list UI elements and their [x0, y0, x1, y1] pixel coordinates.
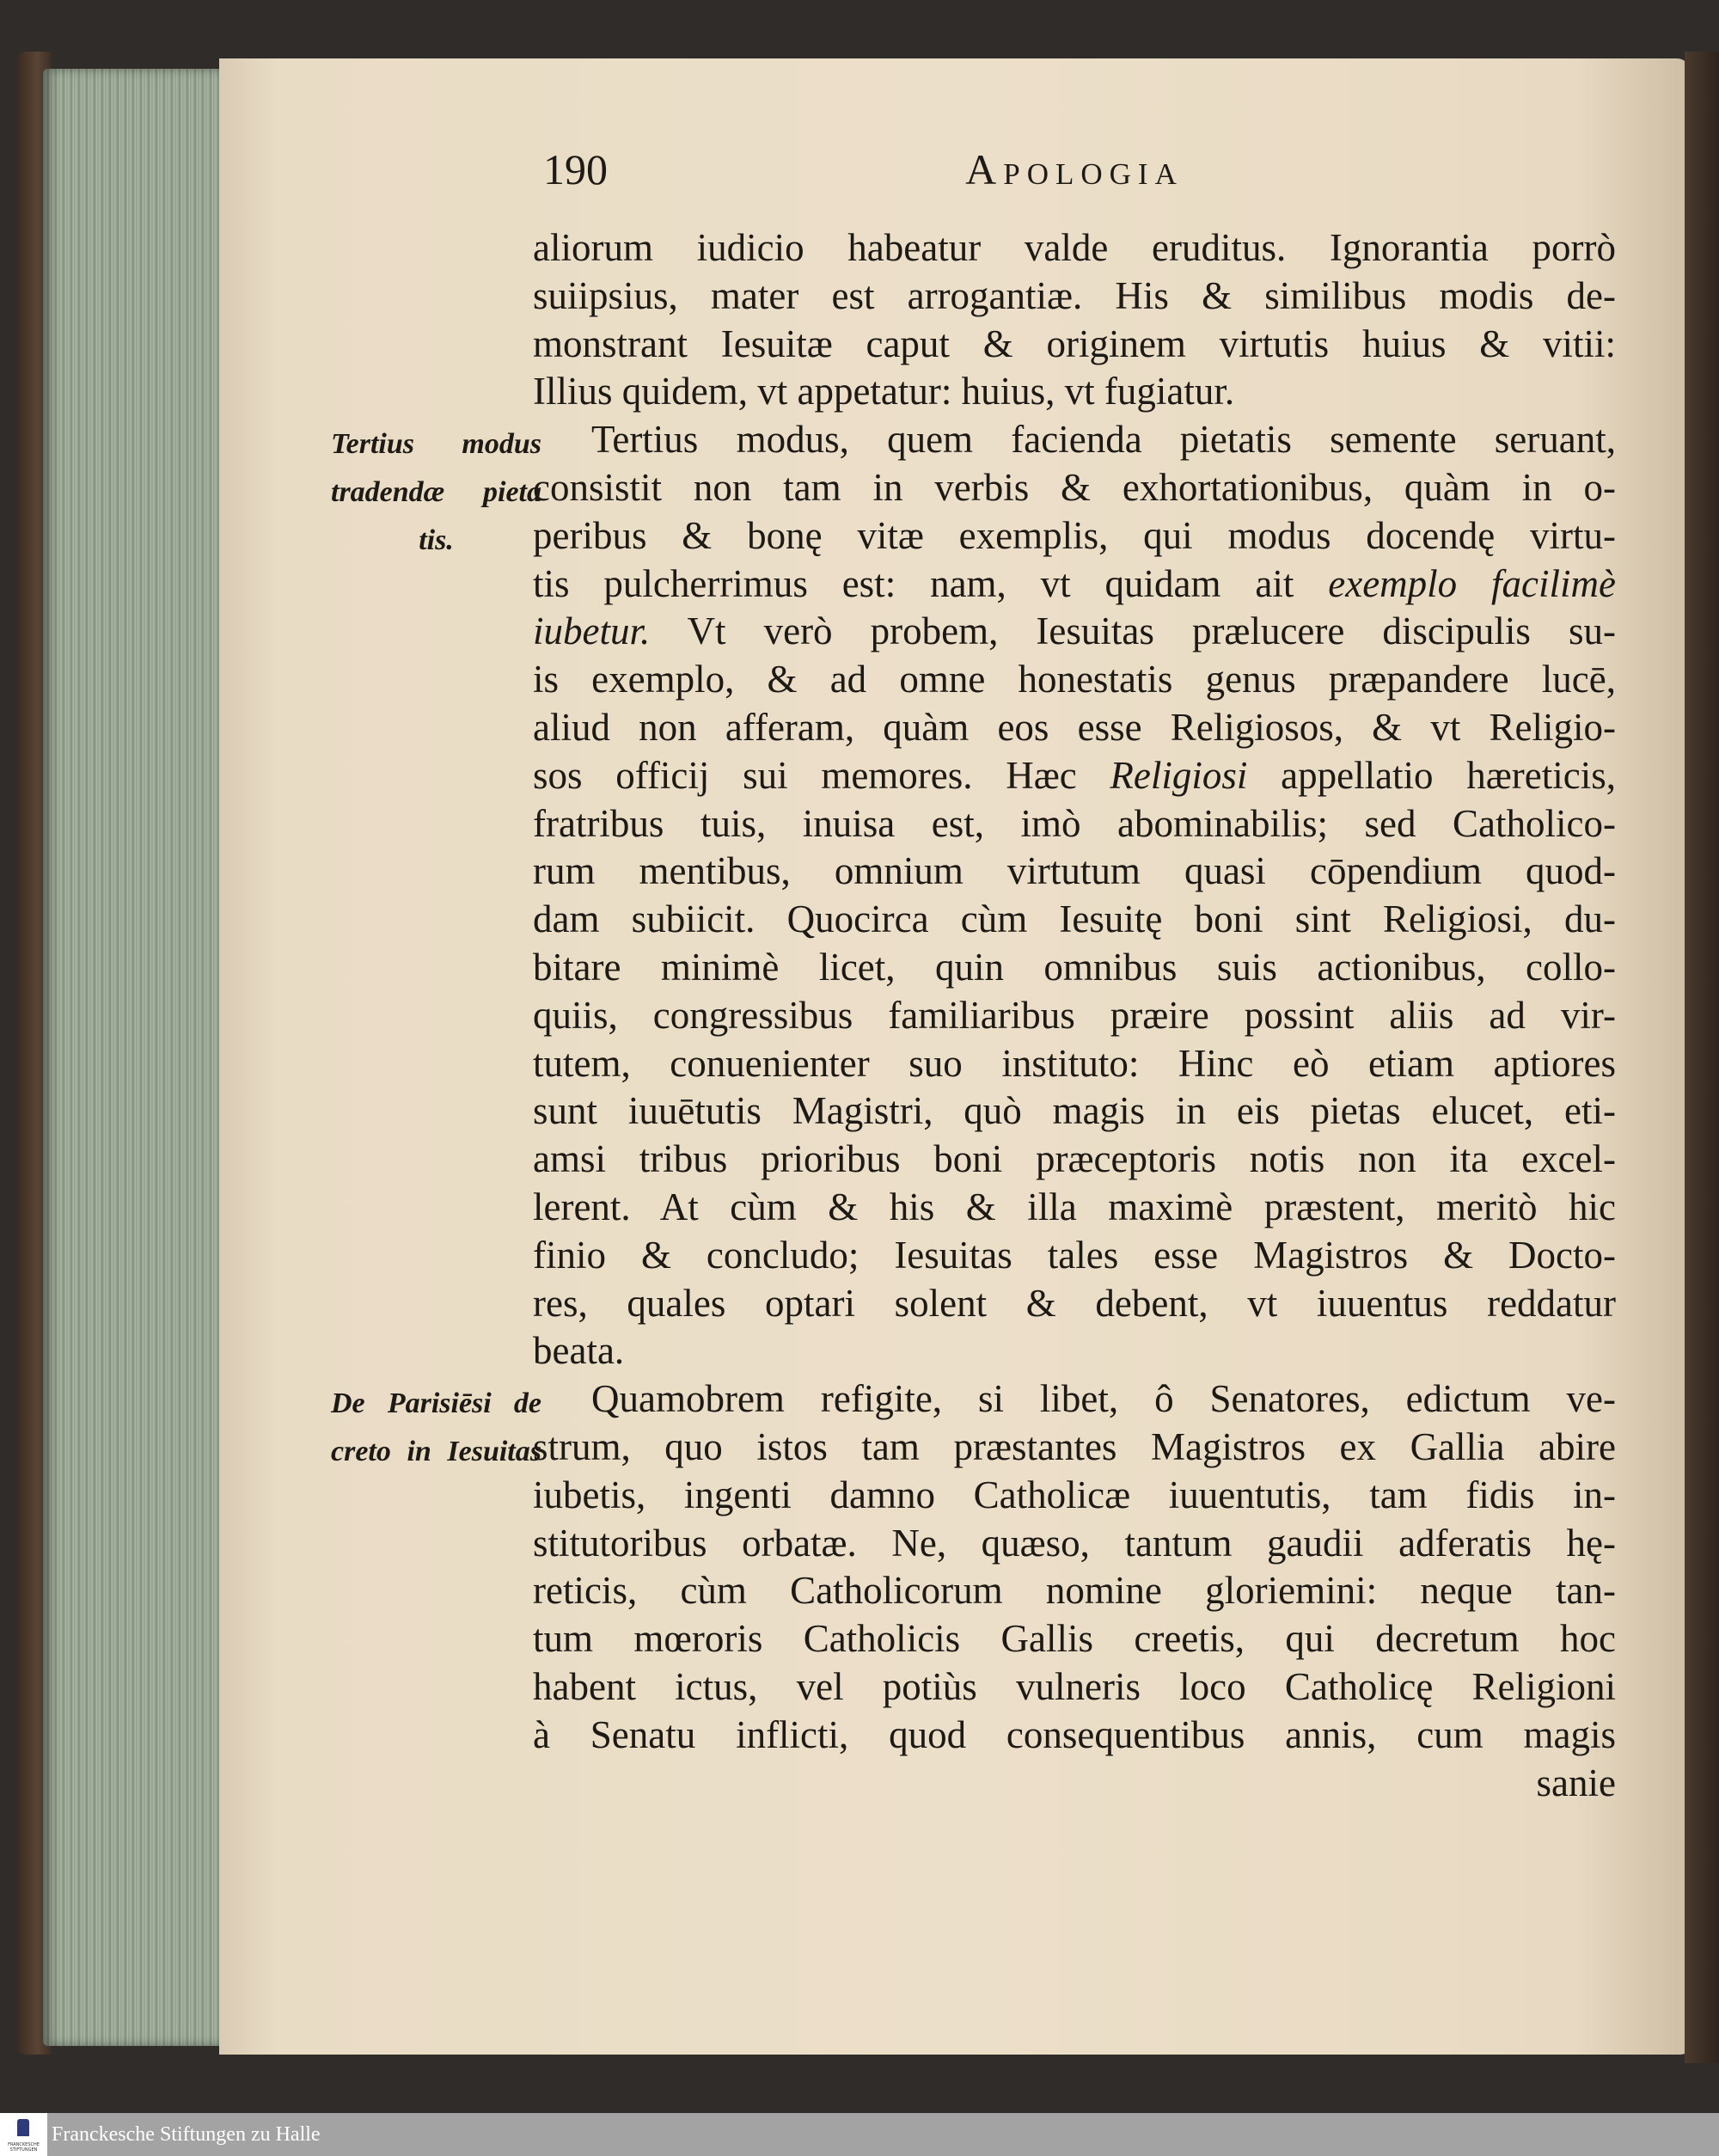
- italic-text: exemplo facilimè: [1328, 561, 1616, 605]
- text-segment: iubetis, ingenti damno Catholicæ iuuentutis, tam fidis in-: [533, 1473, 1616, 1516]
- text-line: [533, 993, 1616, 1038]
- text-segment: Tertius modus, quem facienda pietatis semente seruant,: [591, 418, 1616, 462]
- text-segment: res, quales optari solent & debent, vt iuuentus reddatur: [533, 1281, 1616, 1325]
- text-segment: beata.: [533, 1329, 625, 1373]
- text-segment: rum mentibus, omnium virtutum quasi cōpendium quod-: [533, 849, 1616, 893]
- text-segment: consistit non tam in verbis & exhortationibus, quàm in o-: [533, 466, 1616, 509]
- text-line: [533, 705, 1616, 750]
- text-line: [533, 322, 1616, 366]
- text-segment: aliorum iudicio habeatur valde eruditus. Ignorantia porrò: [533, 226, 1616, 269]
- text-line: [533, 1136, 1616, 1181]
- text-line: [533, 945, 1616, 989]
- text-segment: bitare minimè licet, quin omnibus suis actionibus, collo-: [533, 946, 1616, 989]
- text-line: [533, 465, 1616, 510]
- text-line: [591, 417, 1616, 462]
- margin-note-line: creto in Iesuitas: [331, 1436, 541, 1467]
- page-number: 190: [543, 145, 608, 193]
- text-segment: tum mœroris Catholicis Gallis creetis, qui decretum hoc: [533, 1617, 1616, 1661]
- margin-note-line: De Parisiēsi de: [331, 1387, 541, 1420]
- text-segment: lerent. At cùm & his & illa maximè præstent, meritò hic: [533, 1185, 1616, 1228]
- running-title: Apologia: [965, 145, 1184, 193]
- institution-logo: [0, 2113, 47, 2156]
- logo-figure-icon: [17, 2119, 29, 2136]
- text-segment: Vt verò probem, Iesuitas prælucere discipulis su-: [650, 609, 1616, 653]
- text-line: [533, 848, 1616, 893]
- text-line: [591, 1376, 1616, 1421]
- text-line: [533, 1712, 1616, 1757]
- text-segment: tutem, conuenienter suo instituto: Hinc eò etiam aptiores: [533, 1041, 1616, 1085]
- text-line: [533, 1281, 1616, 1326]
- text-segment: Quamobrem refigite, si libet, ô Senatores, edictum ve-: [591, 1377, 1616, 1421]
- text-segment: habent ictus, vel potiùs vulneris loco Catholicę Religioni: [533, 1665, 1616, 1708]
- book-cover-edge: [1685, 52, 1719, 2063]
- text-segment: amsi tribus prioribus boni præceptoris notis non ita excel-: [533, 1137, 1616, 1181]
- text-line: [533, 561, 1616, 606]
- text-segment: à Senatu inflicti, quod consequentibus annis, cum magis: [533, 1712, 1616, 1756]
- text-line: [533, 273, 1616, 318]
- text-segment: monstrant Iesuitæ caput & originem virtutis huius & vitii:: [533, 322, 1616, 365]
- text-line: [533, 1424, 1616, 1469]
- text-line: [533, 1568, 1616, 1613]
- text-segment: appellatio hæreticis,: [1247, 753, 1616, 797]
- text-segment: is exemplo, & ad omne honestatis genus præpandere lucē,: [533, 658, 1616, 701]
- italic-text: iubetur.: [533, 609, 651, 653]
- text-segment: dam subiicit. Quocirca cùm Iesuitę boni sint Religiosi, du-: [533, 897, 1616, 941]
- text-line: [533, 1664, 1616, 1709]
- text-line: [533, 1616, 1616, 1661]
- text-segment: Illius quidem, vt appetatur: huius, vt fugiatur.: [533, 370, 1235, 413]
- text-segment: finio & concludo; Iesuitas tales esse Magistros & Docto-: [533, 1233, 1616, 1277]
- text-line: [533, 657, 1616, 701]
- text-line: [533, 1473, 1616, 1517]
- page-edges: [43, 69, 223, 2046]
- text-line: [533, 1041, 1616, 1086]
- margin-note-line: tradendæ pieta: [331, 476, 541, 508]
- text-segment: stitutoribus orbatæ. Ne, quæso, tantum gaudii adferatis hę-: [533, 1521, 1616, 1565]
- text-segment: reticis, cùm Catholicorum nomine gloriemini: neque tan-: [533, 1569, 1616, 1613]
- text-segment: sunt iuuētutis Magistri, quò magis in eis pietas elucet, eti-: [533, 1089, 1616, 1133]
- text-line: [533, 225, 1616, 270]
- text-line: [533, 801, 1616, 846]
- text-segment: sos officij sui memores. Hæc: [533, 753, 1110, 797]
- text-line: [533, 513, 1616, 558]
- text-line: [533, 1185, 1616, 1229]
- text-segment: quiis, congressibus familiaribus præire possint aliis ad vir-: [533, 993, 1616, 1037]
- margin-note-line: Tertius modus: [331, 428, 541, 461]
- text-segment: strum, quo istos tam præstantes Magistros ex Gallia abire: [533, 1425, 1616, 1468]
- text-segment: tis pulcherrimus est: nam, vt quidam ait: [533, 561, 1329, 605]
- footer-bar: [0, 2113, 1719, 2156]
- text-line: [533, 1521, 1616, 1565]
- text-line: [533, 369, 1616, 413]
- text-line: [533, 897, 1616, 941]
- text-line: [533, 753, 1616, 798]
- text-segment: fratribus tuis, inuisa est, imò abominabilis; sed Catholico-: [533, 801, 1616, 845]
- text-segment: aliud non afferam, quàm eos esse Religiosos, & vt Religio-: [533, 706, 1616, 749]
- text-line: [533, 1761, 1616, 1805]
- text-line: [533, 1233, 1616, 1277]
- text-segment: suiipsius, mater est arrogantiæ. His & similibus modis de-: [533, 273, 1616, 317]
- institution-name: Franckesche Stiftungen zu Halle: [52, 2123, 321, 2146]
- logo-text: FRANCKESCHE STIFTUNGEN: [8, 2142, 40, 2153]
- text-segment: sanie: [1536, 1761, 1616, 1804]
- italic-text: Religiosi: [1110, 753, 1248, 797]
- text-line: [533, 609, 1616, 653]
- text-line: [533, 1088, 1616, 1133]
- text-segment: peribus & bonę vitæ exemplis, qui modus docendę virtu-: [533, 513, 1616, 557]
- margin-note-line: tis.: [419, 524, 454, 556]
- text-line: [533, 1328, 1616, 1373]
